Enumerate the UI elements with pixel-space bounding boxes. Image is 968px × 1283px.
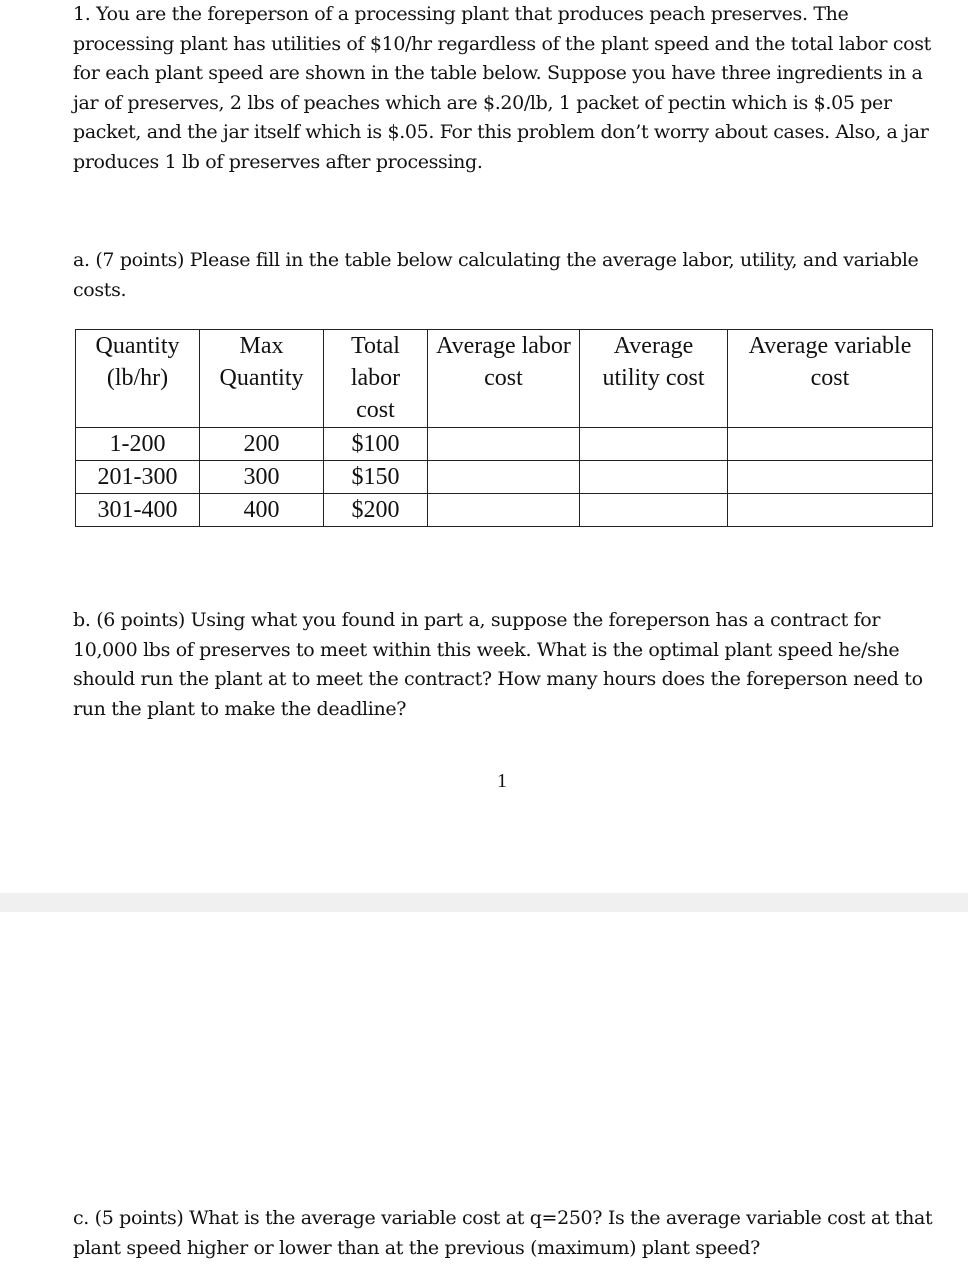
page-number: 1 [497,770,507,792]
header-max-quantity: Max Quantity [200,330,324,428]
cell-average-labor-cost[interactable] [428,461,580,494]
cell-total-labor-cost: $200 [324,494,428,527]
header-average-variable-cost: Average variable cost [728,330,933,428]
header-total-labor-cost: Total labor cost [324,330,428,428]
page-separator [0,893,968,912]
part-a-text: a. (7 points) Please fill in the table below calculating the average labor, utility, and variable costs. [73,249,919,301]
cell-average-variable-cost[interactable] [728,494,933,527]
cell-max-quantity: 200 [200,428,324,461]
cell-quantity: 301-400 [76,494,200,527]
header-average-labor-cost: Average labor cost [428,330,580,428]
cell-total-labor-cost: $150 [324,461,428,494]
table-row [76,461,933,494]
cell-max-quantity: 400 [200,494,324,527]
part-c-text: c. (5 points) What is the average variable cost at q=250? Is the average variable cost at that plant speed higher or lower than at the previous (maximum) plant speed? [73,1207,933,1259]
cell-average-labor-cost[interactable] [428,494,580,527]
cell-average-variable-cost[interactable] [728,461,933,494]
cell-average-labor-cost[interactable] [428,428,580,461]
cell-quantity: 201-300 [76,461,200,494]
table-header-row [76,330,933,428]
cell-quantity: 1-200 [76,428,200,461]
question-1-text: 1. You are the foreperson of a processing plant that produces peach preserves. The processing plant has utilities of $10/hr regardless of the plant speed and the total labor cost for each plant speed are shown in the table below. Suppose you have three ingredients in a jar of preserves, 2 lbs of peaches which are $.20/lb, 1 packet of pectin which is $.05 per packet, and the jar itself which is $.05. For this problem don’t worry about cases. Also, a jar produces 1 lb of preserves after processing. [73,3,931,173]
cell-average-variable-cost[interactable] [728,428,933,461]
part-b-text: b. (6 points) Using what you found in part a, suppose the foreperson has a contract for 10,000 lbs of preserves to meet within this week. What is the optimal plant speed he/she should run the plant at to meet the contract? How many hours does the foreperson need to run the plant to make the deadline? [73,609,923,720]
cell-max-quantity: 300 [200,461,324,494]
cell-average-utility-cost[interactable] [580,494,728,527]
cell-average-utility-cost[interactable] [580,428,728,461]
table-row [76,428,933,461]
cost-table [75,329,933,527]
table-row [76,494,933,527]
cell-average-utility-cost[interactable] [580,461,728,494]
document-page-2 [0,912,968,1283]
header-quantity: Quantity (lb/hr) [76,330,200,428]
header-average-utility-cost: Average utility cost [580,330,728,428]
cell-total-labor-cost: $100 [324,428,428,461]
